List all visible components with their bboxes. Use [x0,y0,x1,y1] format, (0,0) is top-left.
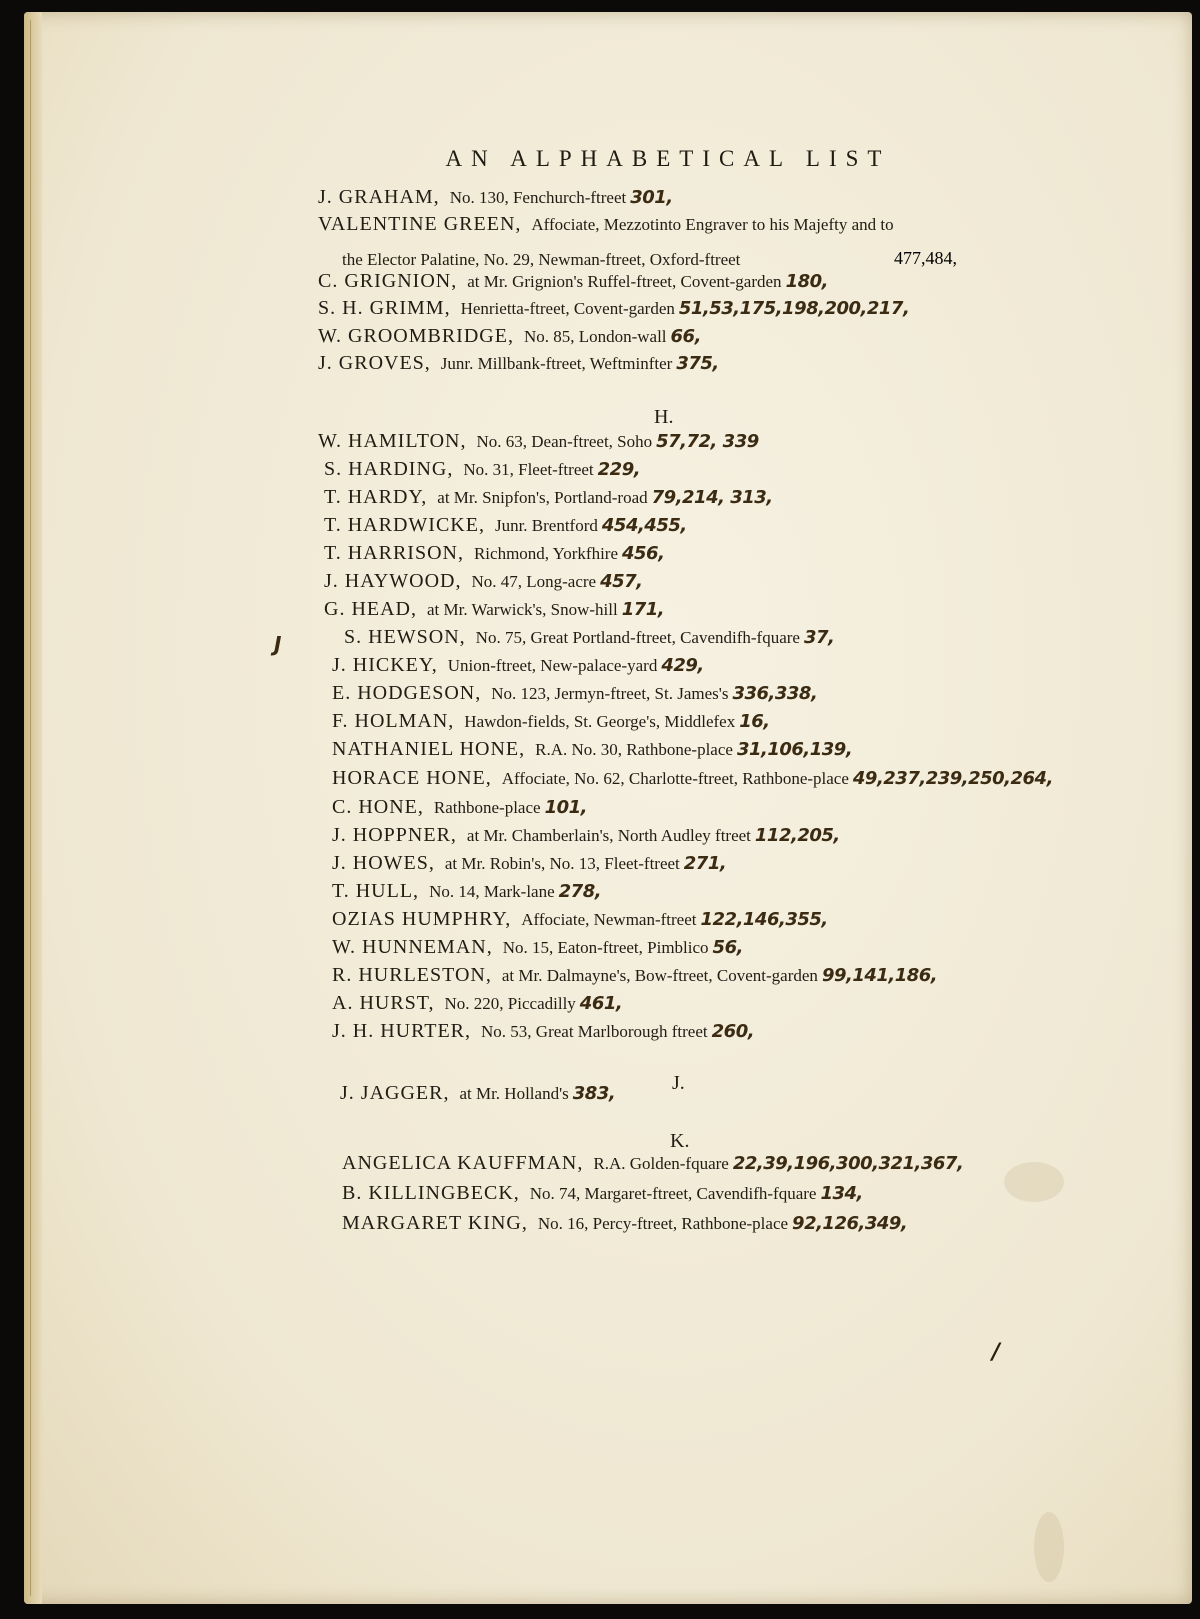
handwritten-page-numbers: 336,338, [732,683,818,704]
section-letter-k: K. [670,1130,690,1152]
list-item [342,1210,907,1237]
entry-address: No. 31, Fleet-ftreet [463,460,594,479]
list-item [324,456,640,483]
entry-address: Affociate, No. 62, Charlotte-ftreet, Rathbone-place [501,769,849,788]
entry-name: W. HAMILTON, [318,430,467,452]
handwritten-page-numbers: 271, [683,853,727,874]
entry-address: No. 47, Long-acre [471,572,597,591]
entry-address: at Mr. Chamberlain's, North Audley ftreet [466,826,751,845]
entry-name: J. JAGGER, [340,1082,450,1104]
list-item [332,680,817,707]
handwritten-page-numbers: 429, [661,655,704,676]
entry-list [24,12,1192,1604]
entry-address: No. 15, Eaton-ftreet, Pimblico [502,938,709,957]
handwritten-page-numbers: 22,39,196,300,321,367, [732,1153,964,1174]
list-item [332,990,622,1017]
list-item [332,962,937,989]
list-item [324,540,664,567]
handwritten-page-numbers: 51,53,175,198,200,217, [678,298,910,319]
list-item [332,822,840,849]
entry-name: E. HODGESON, [332,682,482,704]
entry-name: J. GROVES, [318,352,431,374]
list-item [332,850,726,877]
list-item [340,1080,615,1107]
entry-name: VALENTINE GREEN, [318,213,522,235]
entry-address: R.A. No. 30, Rathbone-place [535,740,733,759]
entry-name: S. HEWSON, [344,626,466,648]
entry-name: T. HARDY, [324,486,428,508]
entry-name: A. HURST, [332,992,435,1014]
entry-address: No. 53, Great Marlborough ftreet [481,1022,708,1041]
page-heading: AN ALPHABETICAL LIST [445,146,891,171]
entry-name: T. HULL, [332,880,420,902]
entry-address: at Mr. Warwick's, Snow-hill [427,600,618,619]
entry-address: at Mr. Holland's [459,1084,569,1103]
list-item [344,624,834,651]
handwritten-page-numbers: 57,72, 339 [656,431,759,452]
entry-address: No. 123, Jermyn-ftreet, St. James's [491,684,729,703]
entry-name: T. HARRISON, [324,542,464,564]
list-item [332,878,601,905]
handwritten-page-numbers: 383, [572,1083,616,1104]
entry-address: Hawdon-fields, St. George's, Middlefex [464,712,736,731]
entry-name: OZIAS HUMPHRY, [332,908,512,930]
entry-address: at Mr. Grignion's Ruffel-ftreet, Covent-garden [467,272,782,291]
handwritten-page-numbers: 375, [676,353,719,374]
list-item [332,652,704,679]
handwritten-page-numbers: 134, [820,1183,863,1204]
handwritten-page-numbers: 229, [597,459,641,480]
entry-address: Henrietta-ftreet, Covent-garden [460,299,675,318]
handwritten-page-numbers: 16, [739,711,770,732]
list-item [318,428,759,455]
entry-address: Affociate, Newman-ftreet [521,910,697,929]
handwritten-page-numbers: 66, [670,326,701,347]
entry-name: C. GRIGNION, [318,270,458,292]
list-item [332,794,587,821]
handwritten-page-numbers: 461, [579,993,623,1014]
list-item [332,765,1053,792]
entry-name: MARGARET KING, [342,1212,528,1234]
entry-address: No. 130, Fenchurch-ftreet [449,188,627,207]
section-letter-h: H. [654,406,674,428]
entry-name: ANGELICA KAUFFMAN, [342,1152,584,1174]
list-item [324,568,643,595]
entry-address: Union-ftreet, New-palace-yard [447,656,658,675]
entry-name: S. H. GRIMM, [318,297,451,319]
entry-address: at Mr. Dalmayne's, Bow-ftreet, Covent-garden [501,966,818,985]
entry-address: No. 14, Mark-lane [429,882,555,901]
entry-address: No. 16, Percy-ftreet, Rathbone-place [537,1214,789,1233]
handwritten-page-numbers: 301, [630,187,673,208]
entry-address: No. 74, Margaret-ftreet, Cavendifh-fquare [529,1184,817,1203]
entry-name: F. HOLMAN, [332,710,455,732]
entry-name: W. HUNNEMAN, [332,936,493,958]
list-item [318,350,719,377]
handwritten-page-numbers: 477,484, [894,248,957,268]
list-item [324,484,773,511]
handwritten-page-numbers: 92,126,349, [792,1213,908,1234]
handwritten-page-numbers: 37, [803,627,835,648]
handwritten-page-numbers: 180, [785,271,828,292]
entry-name: W. GROOMBRIDGE, [318,325,514,347]
handwritten-page-numbers: 278, [558,881,602,902]
list-item [332,736,852,763]
list-item [318,211,894,238]
entry-name: C. HONE, [332,796,424,818]
handwritten-page-numbers: 260, [711,1021,755,1042]
entry-name: J. GRAHAM, [318,186,440,208]
entry-address: Junr. Brentford [494,516,598,535]
entry-address: Rathbone-place [433,798,541,817]
list-item [318,184,673,211]
handwritten-page-numbers: 56, [712,937,743,958]
entry-name: G. HEAD, [324,598,417,620]
handwritten-initial: J [274,632,282,656]
entry-name: J. HOWES, [332,852,435,874]
entry-address: Affociate, Mezzotinto Engraver to his Majefty and to [531,215,894,234]
entry-name: S. HARDING, [324,458,454,480]
entry-name: J. HAYWOOD, [324,570,462,592]
handwritten-page-numbers: 79,214, 313, [651,487,773,508]
handwritten-page-numbers: 457, [600,571,643,592]
entry-address: No. 85, London-wall [523,327,667,346]
handwritten-page-numbers: 171, [621,599,665,620]
entry-address: No. 63, Dean-ftreet, Soho [476,432,653,451]
list-item [318,323,701,350]
entry-address: Junr. Millbank-ftreet, Weftminfter [440,354,673,373]
entry-name: J. HICKEY, [332,654,438,676]
handwritten-page-numbers: 454,455, [601,515,687,536]
entry-name: T. HARDWICKE, [324,514,485,536]
handwritten-page-numbers: 49,237,239,250,264, [852,768,1053,789]
handwritten-page-numbers: 122,146,355, [700,909,828,930]
list-item [332,708,770,735]
section-letter-j: J. [672,1072,685,1094]
list-item [318,268,828,295]
entry-address: Richmond, Yorkfhire [473,544,618,563]
handwritten-page-numbers: 112,205, [754,825,840,846]
list-item [332,1018,754,1045]
list-item [332,906,828,933]
list-item [342,1180,863,1207]
handwritten-page-numbers: 31,106,139, [736,739,853,760]
entry-address: R.A. Golden-fquare [593,1154,729,1173]
entry-continuation: the Elector Palatine, No. 29, Newman-ftreet, Oxford-ftreet [342,250,741,269]
entry-name: B. KILLINGBECK, [342,1182,520,1204]
entry-name: J. H. HURTER, [332,1020,472,1042]
book-page [24,12,1192,1604]
list-item [318,295,909,322]
list-item [324,512,687,539]
list-item [324,596,664,623]
entry-name: HORACE HONE, [332,767,492,789]
handwritten-page-numbers: 456, [622,543,665,564]
list-item [332,934,743,961]
entry-name: R. HURLESTON, [332,964,492,986]
entry-address: at Mr. Snipfon's, Portland-road [437,488,648,507]
entry-name: NATHANIEL HONE, [332,738,526,760]
entry-address: No. 220, Piccadilly [444,994,576,1013]
entry-name: J. HOPPNER, [332,824,457,846]
handwritten-page-numbers: 101, [544,797,587,818]
entry-address: at Mr. Robin's, No. 13, Fleet-ftreet [444,854,680,873]
list-item [342,1150,963,1177]
handwritten-tick: / [992,1340,1001,1365]
handwritten-page-numbers: 99,141,186, [821,965,938,986]
entry-address: No. 75, Great Portland-ftreet, Cavendifh-fquare [475,628,800,647]
